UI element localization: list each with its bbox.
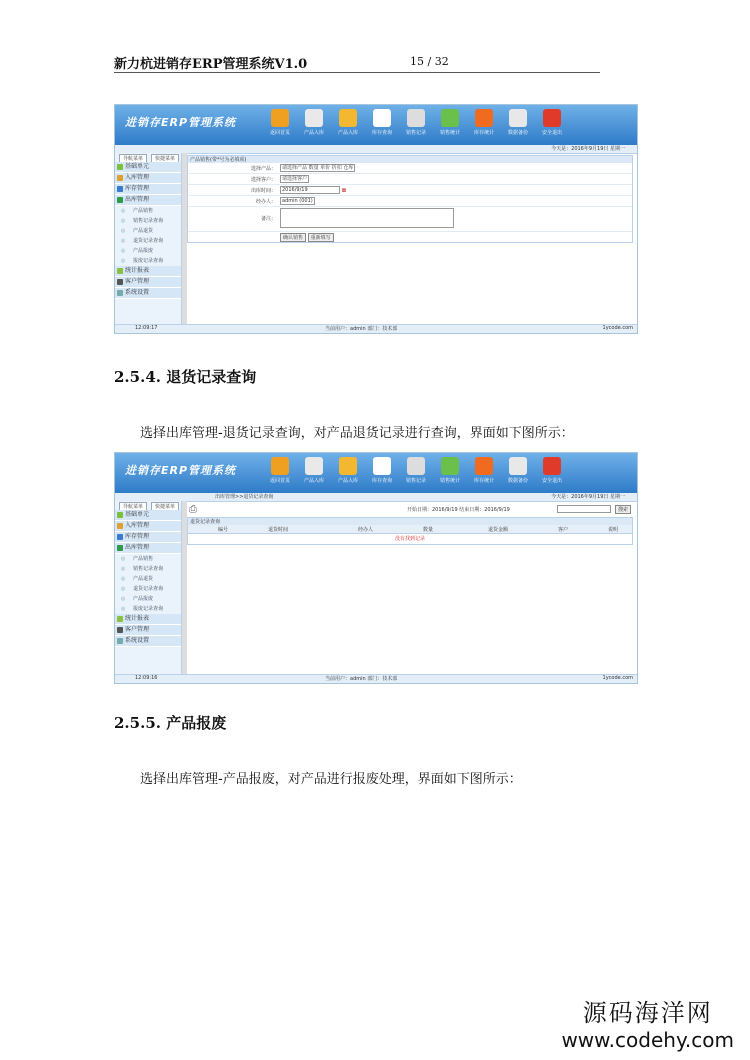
handler-select[interactable]: admin (001) xyxy=(282,198,313,204)
group-icon xyxy=(117,638,123,644)
grid-col-1[interactable]: 退货时间 xyxy=(268,527,289,533)
toolbar-button-0[interactable] xyxy=(265,457,295,489)
site-watermark xyxy=(561,993,734,1052)
app-banner xyxy=(115,105,637,145)
group-label: 客户管理 xyxy=(125,626,150,633)
toolbar-label: 库存查询 xyxy=(371,130,392,136)
sidebar-group-3[interactable] xyxy=(115,543,181,554)
tab-nav-menu[interactable]: 导航菜单 xyxy=(119,154,147,163)
group-icon xyxy=(117,627,123,633)
sidebar-group-bottom-1[interactable] xyxy=(115,625,181,636)
toolbar-button-1[interactable] xyxy=(299,109,329,141)
sidebar-item-1[interactable]: ◎ 销售记录查询 xyxy=(115,564,181,574)
sidebar-item-2[interactable]: ◎ 产品退货 xyxy=(115,574,181,584)
outbound-date-input[interactable]: 2016/9/19 xyxy=(280,186,340,194)
confirm-sale-button[interactable]: 确认销售 xyxy=(280,233,306,242)
form-caption: 产品销售(带*号为必填项) xyxy=(188,156,632,163)
group-icon xyxy=(117,534,123,540)
date-filter[interactable]: 开始日期：2016/9/19 结束日期：2016/9/19 xyxy=(407,507,510,513)
sidebar-group-1[interactable] xyxy=(115,173,181,184)
section-heading-return-query: 2.5.4. 退货记录查询 xyxy=(114,368,257,386)
toolbar-button-8[interactable] xyxy=(537,109,567,141)
app-banner xyxy=(115,453,637,493)
toolbar-icon xyxy=(339,457,357,475)
toolbar-button-4[interactable] xyxy=(401,457,431,489)
toolbar-label: 安全退出 xyxy=(541,478,562,484)
header-divider xyxy=(114,72,600,73)
grid-col-0[interactable]: 编号 xyxy=(218,527,229,533)
watermark-line2: www.codehy.com xyxy=(561,1028,734,1052)
group-label: 系统设置 xyxy=(125,289,150,296)
toolbar-icon xyxy=(373,457,391,475)
toolbar-icon xyxy=(441,457,459,475)
label-remark: 备注： xyxy=(260,216,276,222)
sidebar-item-2[interactable]: ◎ 产品退货 xyxy=(115,226,181,236)
return-query-area xyxy=(187,503,633,545)
group-label: 系统设置 xyxy=(125,637,150,644)
toolbar-label: 销售记录 xyxy=(405,478,426,484)
toolbar-button-3[interactable] xyxy=(367,109,397,141)
group-icon xyxy=(117,186,123,192)
toolbar-button-7[interactable] xyxy=(503,457,533,489)
sidebar-group-1[interactable] xyxy=(115,521,181,532)
toolbar-label: 数据备份 xyxy=(507,478,528,484)
sidebar-item-5[interactable]: ◎ 报废记录查询 xyxy=(115,604,181,614)
current-user: 当前用户：admin 部门：技术部 xyxy=(325,676,398,682)
toolbar-icon xyxy=(407,109,425,127)
grid-col-2[interactable]: 经办人 xyxy=(358,527,374,533)
section-text-scrap: 选择出库管理-产品报废，对产品进行报废处理，界面如下图所示： xyxy=(140,772,522,787)
group-icon xyxy=(117,164,123,170)
label-handler: 经办人： xyxy=(255,199,276,205)
group-label: 基础单元 xyxy=(125,511,150,518)
return-grid xyxy=(187,517,633,545)
group-label: 入库管理 xyxy=(125,174,150,181)
group-icon xyxy=(117,545,123,551)
toolbar-label: 产品入库 xyxy=(337,130,358,136)
group-label: 库存管理 xyxy=(125,185,150,192)
group-icon xyxy=(117,268,123,274)
toolbar-button-7[interactable] xyxy=(503,109,533,141)
toolbar-label: 销售记录 xyxy=(405,130,426,136)
toolbar-icon xyxy=(339,109,357,127)
sidebar-group-bottom-0[interactable] xyxy=(115,614,181,625)
toolbar-label: 库存统计 xyxy=(473,130,494,136)
grid-caption: 退货记录查询 xyxy=(188,518,632,525)
toolbar-button-2[interactable] xyxy=(333,109,363,141)
sidebar-group-bottom-2[interactable] xyxy=(115,288,181,299)
sidebar-group-3[interactable] xyxy=(115,195,181,206)
grid-header xyxy=(188,525,632,534)
toolbar-icon xyxy=(373,109,391,127)
breadcrumb-bar xyxy=(115,493,637,502)
group-icon xyxy=(117,279,123,285)
sidebar-group-2[interactable] xyxy=(115,532,181,543)
sidebar-group-0[interactable] xyxy=(115,510,181,521)
toolbar-button-2[interactable] xyxy=(333,457,363,489)
reset-button[interactable]: 重新填写 xyxy=(308,233,334,242)
clock: 12:09:16 xyxy=(135,675,158,681)
remark-textarea[interactable] xyxy=(280,208,454,228)
sidebar-item-4[interactable]: ◎ 产品报废 xyxy=(115,594,181,604)
toolbar-icon xyxy=(543,109,561,127)
label-outbound-time: 出库时间： xyxy=(250,188,276,194)
sidebar-item-0[interactable]: ◎ 产品销售 xyxy=(115,206,181,216)
group-label: 出库管理 xyxy=(125,544,150,551)
group-label: 库存管理 xyxy=(125,533,150,540)
toolbar-button-3[interactable] xyxy=(367,457,397,489)
toolbar-icon xyxy=(509,457,527,475)
toolbar-label: 安全退出 xyxy=(541,130,562,136)
group-label: 入库管理 xyxy=(125,522,150,529)
sales-form xyxy=(187,155,633,243)
toolbar-icon xyxy=(543,457,561,475)
sidebar-group-2[interactable] xyxy=(115,184,181,195)
search-button[interactable]: 搜索 xyxy=(615,505,631,514)
toolbar-button-5[interactable] xyxy=(435,109,465,141)
toolbar-label: 库存统计 xyxy=(473,478,494,484)
toolbar-label: 返回首页 xyxy=(269,130,290,136)
group-icon xyxy=(117,175,123,181)
sidebar-item-3[interactable]: ◎ 退货记录查询 xyxy=(115,584,181,594)
toolbar-label: 返回首页 xyxy=(269,478,290,484)
toolbar-label: 数据备份 xyxy=(507,130,528,136)
clock: 12:09:17 xyxy=(135,325,158,331)
screenshot-product-sales xyxy=(114,104,638,334)
site-url: 1ycode.com xyxy=(602,325,633,331)
section-text-return-query: 选择出库管理-退货记录查询，对产品退货记录进行查询，界面如下图所示： xyxy=(140,426,574,441)
status-bar xyxy=(115,674,637,683)
toolbar-label: 销售统计 xyxy=(439,130,460,136)
app-brand: 进销存ERP管理系统 xyxy=(125,464,237,477)
toolbar-label: 销售统计 xyxy=(439,478,460,484)
toolbar-icon xyxy=(509,109,527,127)
sidebar-group-0[interactable] xyxy=(115,162,181,173)
group-label: 基础单元 xyxy=(125,163,150,170)
group-label: 统计报表 xyxy=(125,615,150,622)
group-label: 出库管理 xyxy=(125,196,150,203)
sidebar-item-5[interactable]: ◎ 报废记录查询 xyxy=(115,256,181,266)
sidebar-item-4[interactable]: ◎ 产品报废 xyxy=(115,246,181,256)
toolbar-button-0[interactable] xyxy=(265,109,295,141)
toolbar-label: 产品入库 xyxy=(303,130,324,136)
toolbar-button-6[interactable] xyxy=(469,109,499,141)
toolbar-button-4[interactable] xyxy=(401,109,431,141)
toolbar-icon xyxy=(407,457,425,475)
label-customer: 选择客户： xyxy=(250,177,276,183)
product-select[interactable]: 请选择产品 数量 单价 折扣 仓库 xyxy=(282,165,354,171)
toolbar-button-5[interactable] xyxy=(435,457,465,489)
sidebar xyxy=(115,153,182,325)
sidebar-group-bottom-1[interactable] xyxy=(115,277,181,288)
group-label: 统计报表 xyxy=(125,267,150,274)
keyword-input[interactable] xyxy=(557,505,611,513)
toolbar-icon xyxy=(441,109,459,127)
breadcrumb: 出库管理>>退货记录查询 xyxy=(215,494,274,500)
sidebar-item-0[interactable]: ◎ 产品销售 xyxy=(115,554,181,564)
grid-col-3[interactable]: 数量 xyxy=(423,527,434,533)
toolbar-label: 产品入库 xyxy=(337,478,358,484)
toolbar-icon xyxy=(305,457,323,475)
watermark-line1: 源码海洋网 xyxy=(582,999,713,1027)
date-text: 今天是：2016年9月19日 星期一 xyxy=(551,494,625,500)
group-label: 客户管理 xyxy=(125,278,150,285)
toolbar-icon xyxy=(475,457,493,475)
breadcrumb-bar xyxy=(115,145,637,154)
grid-col-5[interactable]: 客户 xyxy=(558,527,569,533)
toolbar-icon xyxy=(271,457,289,475)
tab-quick-menu[interactable]: 快捷菜单 xyxy=(151,502,179,511)
customer-select[interactable]: 请选择客户 xyxy=(282,176,308,182)
toolbar-icon xyxy=(271,109,289,127)
group-icon xyxy=(117,523,123,529)
sidebar-item-1[interactable]: ◎ 销售记录查询 xyxy=(115,216,181,226)
toolbar-button-8[interactable] xyxy=(537,457,567,489)
toolbar-label: 库存查询 xyxy=(371,478,392,484)
grid-col-6[interactable]: 说明 xyxy=(608,527,619,533)
label-product: 选择产品： xyxy=(250,166,276,172)
grid-col-4[interactable]: 退货金额 xyxy=(488,527,509,533)
app-brand: 进销存ERP管理系统 xyxy=(125,116,237,129)
empty-message: 没有找到记录 xyxy=(394,536,425,542)
printer-icon[interactable]: ⎙ xyxy=(189,504,197,515)
toolbar-button-6[interactable] xyxy=(469,457,499,489)
page-number: 15 / 32 xyxy=(410,55,449,68)
site-url: 1ycode.com xyxy=(602,675,633,681)
group-icon xyxy=(117,616,123,622)
group-icon xyxy=(117,197,123,203)
sidebar-item-3[interactable]: ◎ 退货记录查询 xyxy=(115,236,181,246)
section-heading-scrap: 2.5.5. 产品报废 xyxy=(114,714,227,732)
group-icon xyxy=(117,512,123,518)
toolbar-icon xyxy=(305,109,323,127)
sidebar xyxy=(115,501,182,675)
toolbar-icon xyxy=(475,109,493,127)
date-text: 今天是：2016年9月19日 星期一 xyxy=(551,146,625,152)
toolbar-button-1[interactable] xyxy=(299,457,329,489)
sidebar-group-bottom-2[interactable] xyxy=(115,636,181,647)
sales-form-area xyxy=(187,155,633,243)
screenshot-return-query xyxy=(114,452,638,684)
document-header-title: 新力杭进销存ERP管理系统V1.0 xyxy=(114,57,308,72)
group-icon xyxy=(117,290,123,296)
current-user: 当前用户：admin 部门：技术部 xyxy=(325,326,398,332)
status-bar xyxy=(115,324,637,333)
sidebar-group-bottom-0[interactable] xyxy=(115,266,181,277)
tab-quick-menu[interactable]: 快捷菜单 xyxy=(151,154,179,163)
tab-nav-menu[interactable]: 导航菜单 xyxy=(119,502,147,511)
calendar-icon[interactable]: ▦ xyxy=(341,187,347,194)
toolbar-label: 产品入库 xyxy=(303,478,324,484)
